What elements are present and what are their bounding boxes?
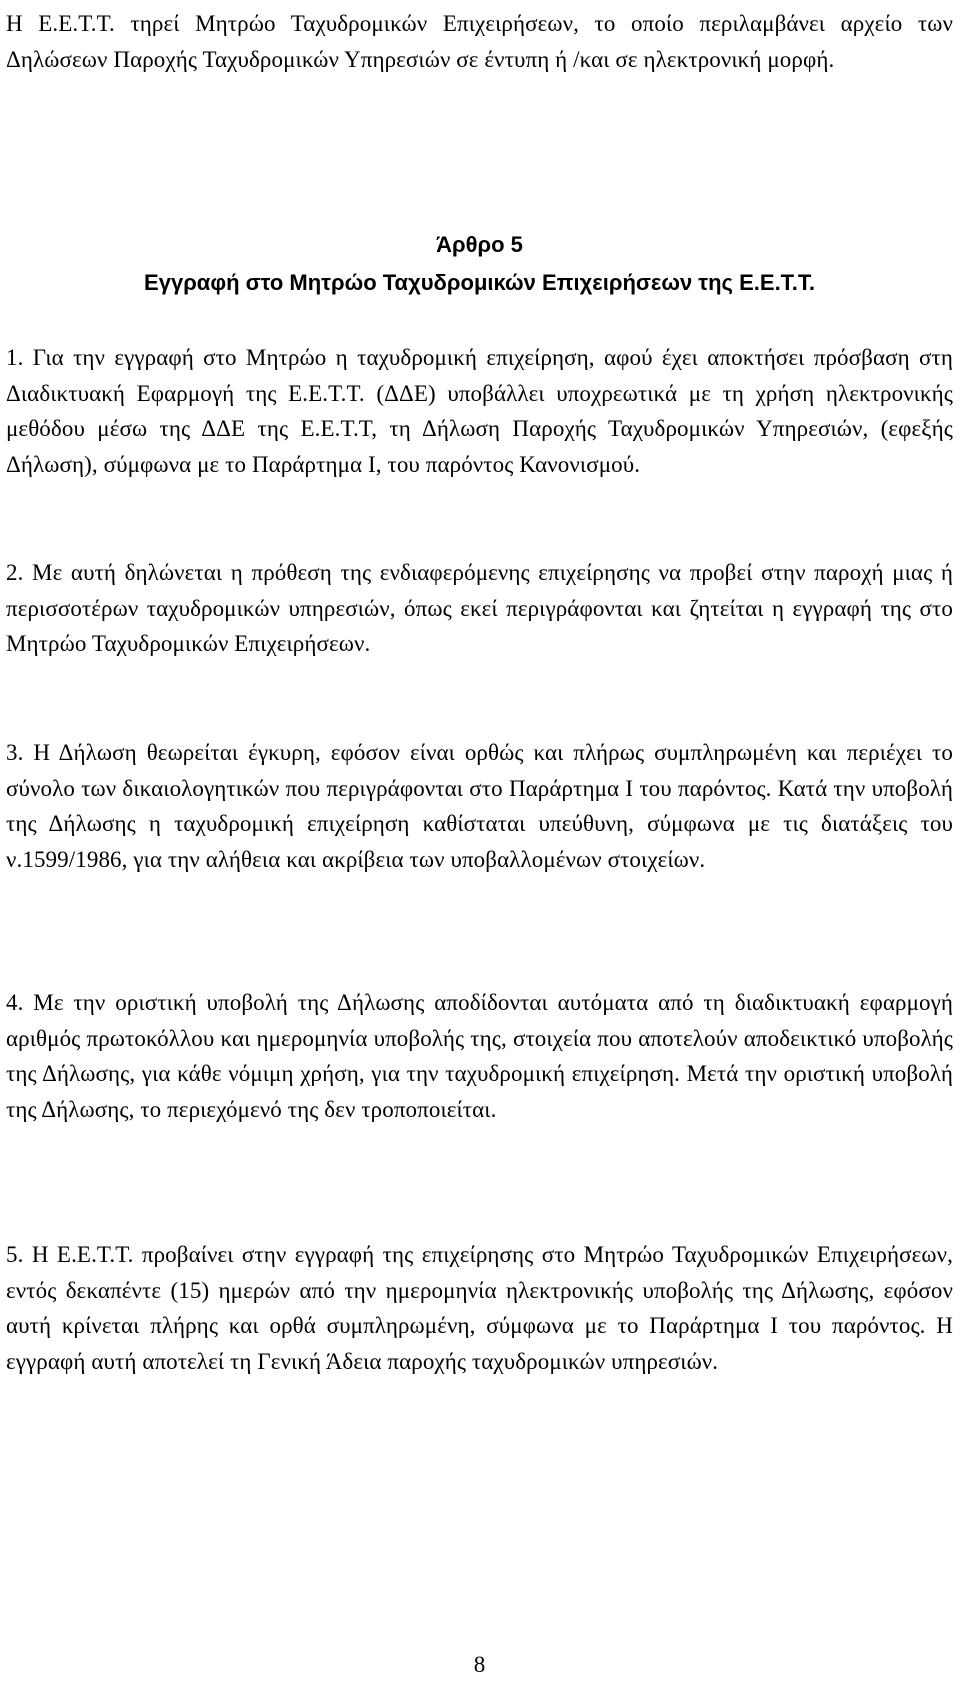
- article-heading: [6, 226, 953, 302]
- paragraph-1: 1. Για την εγγραφή στο Μητρώο η ταχυδρομική επιχείρηση, αφού έχει αποκτήσει πρόσβαση στη Διαδικτυακή Εφαρμογή της Ε.Ε.Τ.Τ. (ΔΔΕ) υποβάλλει υποχρεωτικά με τη χρήση ηλεκτρονικής μεθόδου μέσω της ΔΔΕ της Ε.Ε.Τ.Τ, τη Δήλωση Παροχής Ταχυδρομικών Υπηρεσιών, (εφεξής Δήλωση), σύμφωνα με το Παράρτημα Ι, του παρόντος Κανονισμού.: [6, 345, 953, 477]
- paragraph-4: 4. Με την οριστική υποβολή της Δήλωσης αποδίδονται αυτόματα από τη διαδικτυακή εφαρμογή αριθμός πρωτοκόλλου και ημερομηνία υποβολής της, στοιχεία που αποτελούν αποδεικτικό υποβολής της Δήλωσης, για κάθε νόμιμη χρήση, για την ταχυδρομική επιχείρηση. Μετά την οριστική υποβολή της Δήλωσης, το περιεχόμενό της δεν τροποποιείται.: [6, 990, 953, 1122]
- intro-paragraph: Η Ε.Ε.Τ.Τ. τηρεί Μητρώο Ταχυδρομικών Επιχειρήσεων, το οποίο περιλαμβάνει αρχείο των Δηλώσεων Παροχής Ταχυδρομικών Υπηρεσιών σε έντυπη ή /και σε ηλεκτρονική μορφή.: [6, 11, 953, 72]
- article-title: Εγγραφή στο Μητρώο Ταχυδρομικών Επιχειρήσεων της Ε.Ε.Τ.Τ.: [144, 270, 815, 295]
- page-number: 8: [473, 1652, 486, 1677]
- paragraph-3: 3. Η Δήλωση θεωρείται έγκυρη, εφόσον είναι ορθώς και πλήρως συμπληρωμένη και περιέχει το σύνολο των δικαιολογητικών που περιγράφονται στο Παράρτημα Ι του παρόντος. Κατά την υποβολή της Δήλωσης η ταχυδρομική επιχείρηση καθίσταται υπεύθυνη, σύμφωνα με τις διατάξεις του ν.1599/1986, για την αλήθεια και ακρίβεια των υποβαλλομένων στοιχείων.: [6, 740, 953, 872]
- paragraph-5: 5. Η Ε.Ε.Τ.Τ. προβαίνει στην εγγραφή της επιχείρησης στο Μητρώο Ταχυδρομικών Επιχειρήσεων, εντός δεκαπέντε (15) ημερών από την ημερομηνία ηλεκτρονικής υποβολής της Δήλωσης, εφόσον αυτή κρίνεται πλήρης και ορθά συμπληρωμένη, σύμφωνα με το Παράρτημα Ι του παρόντος. Η εγγραφή αυτή αποτελεί τη Γενική Άδεια παροχής ταχυδρομικών υπηρεσιών.: [6, 1242, 953, 1374]
- article-number: Άρθρο 5: [436, 232, 523, 257]
- paragraph-2: 2. Με αυτή δηλώνεται η πρόθεση της ενδιαφερόμενης επιχείρησης να προβεί στην παροχή μιας ή περισσοτέρων ταχυδρομικών υπηρεσιών, όπως εκεί περιγράφονται και ζητείται η εγγραφή της στο Μητρώο Ταχυδρομικών Επιχειρήσεων.: [6, 560, 953, 656]
- document-page: [6, 0, 953, 1690]
